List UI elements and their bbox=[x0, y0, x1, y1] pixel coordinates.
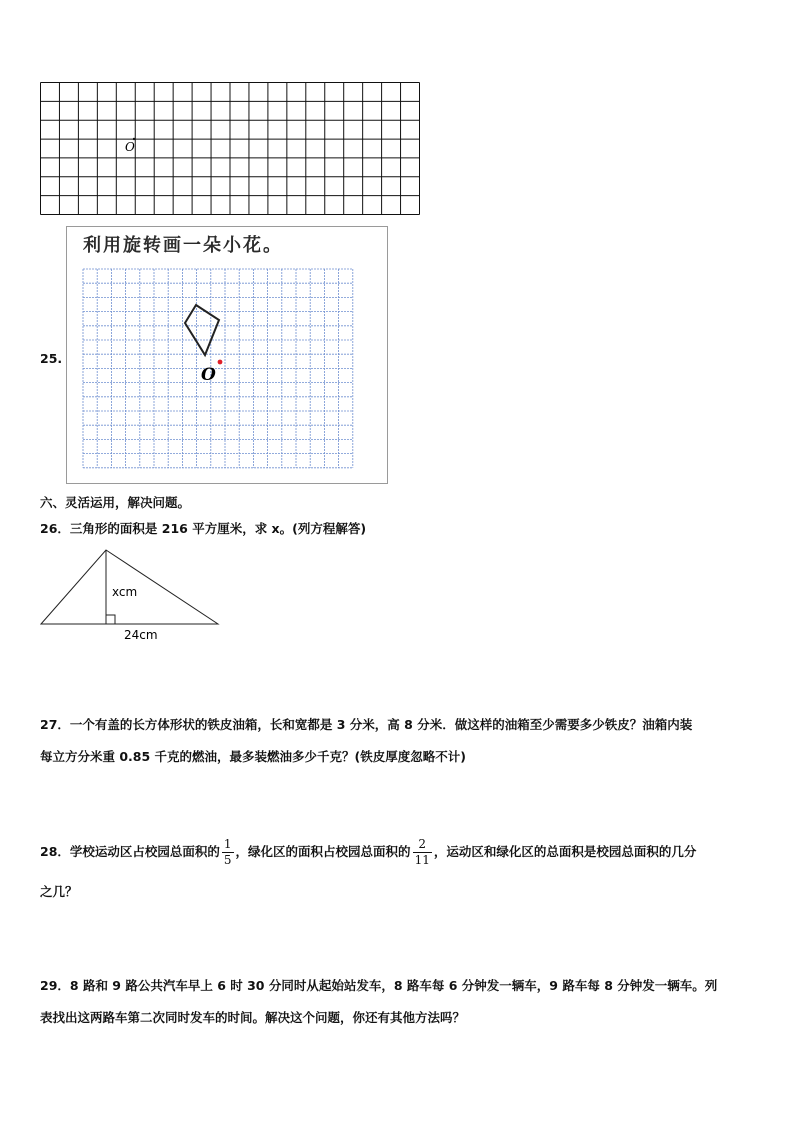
fraction-1-numerator: 1 bbox=[223, 837, 232, 851]
flower-figure-title: 利用旋转画一朵小花。 bbox=[83, 235, 283, 256]
section-6-heading: 六、灵活运用，解决问题。 bbox=[40, 495, 191, 510]
flower-grid bbox=[79, 267, 359, 477]
question-28-line-2: 之几？ bbox=[40, 884, 78, 899]
question-26-text: 26．三角形的面积是 216 平方厘米，求 x。(列方程解答) bbox=[40, 521, 367, 536]
rotation-center-dot bbox=[218, 360, 223, 365]
base-label: 24cm bbox=[124, 628, 158, 642]
height-label: xcm bbox=[112, 585, 138, 599]
flower-origin-label: O bbox=[201, 365, 216, 385]
question-27-line-1: 27．一个有盖的长方体形状的铁皮油箱，长和宽都是 3 分米，高 8 分米．做这样的油箱至少需要多少铁皮？油箱内装 bbox=[40, 717, 693, 732]
coordinate-grid bbox=[40, 82, 420, 215]
question-28-line-1 bbox=[40, 837, 696, 868]
question-25-number: 25. bbox=[40, 351, 63, 366]
question-29-line-2: 表找出这两路车第二次同时发车的时间。解决这个问题，你还有其他方法吗？ bbox=[40, 1010, 466, 1025]
grid-origin-label: O bbox=[125, 140, 135, 154]
triangle-figure bbox=[38, 548, 222, 648]
fraction-2-numerator: 2 bbox=[413, 837, 432, 853]
flower-rotation-figure bbox=[66, 226, 388, 484]
question-29-line-1: 29．8 路和 9 路公共汽车早上 6 时 30 分同时从起始站发车，8 路车每 6 分钟发一辆车，9 路车每 8 分钟发一辆车。列 bbox=[40, 978, 718, 993]
fraction-one-fifth bbox=[222, 837, 234, 868]
question-28-part-2: ，绿化区的面积占校园总面积的 bbox=[235, 844, 411, 859]
right-angle-mark bbox=[106, 615, 115, 624]
fraction-2-denominator: 11 bbox=[414, 853, 430, 867]
kite-petal-shape bbox=[185, 305, 219, 355]
fraction-two-elevenths bbox=[413, 837, 432, 868]
question-28-part-1: 28．学校运动区占校园总面积的 bbox=[40, 844, 220, 859]
fraction-1-denominator: 5 bbox=[223, 853, 232, 867]
question-28-part-3: ，运动区和绿化区的总面积是校园总面积的几分 bbox=[433, 844, 697, 859]
question-27-line-2: 每立方分米重 0.85 千克的燃油，最多装燃油多少千克？(铁皮厚度忽略不计) bbox=[40, 749, 466, 764]
